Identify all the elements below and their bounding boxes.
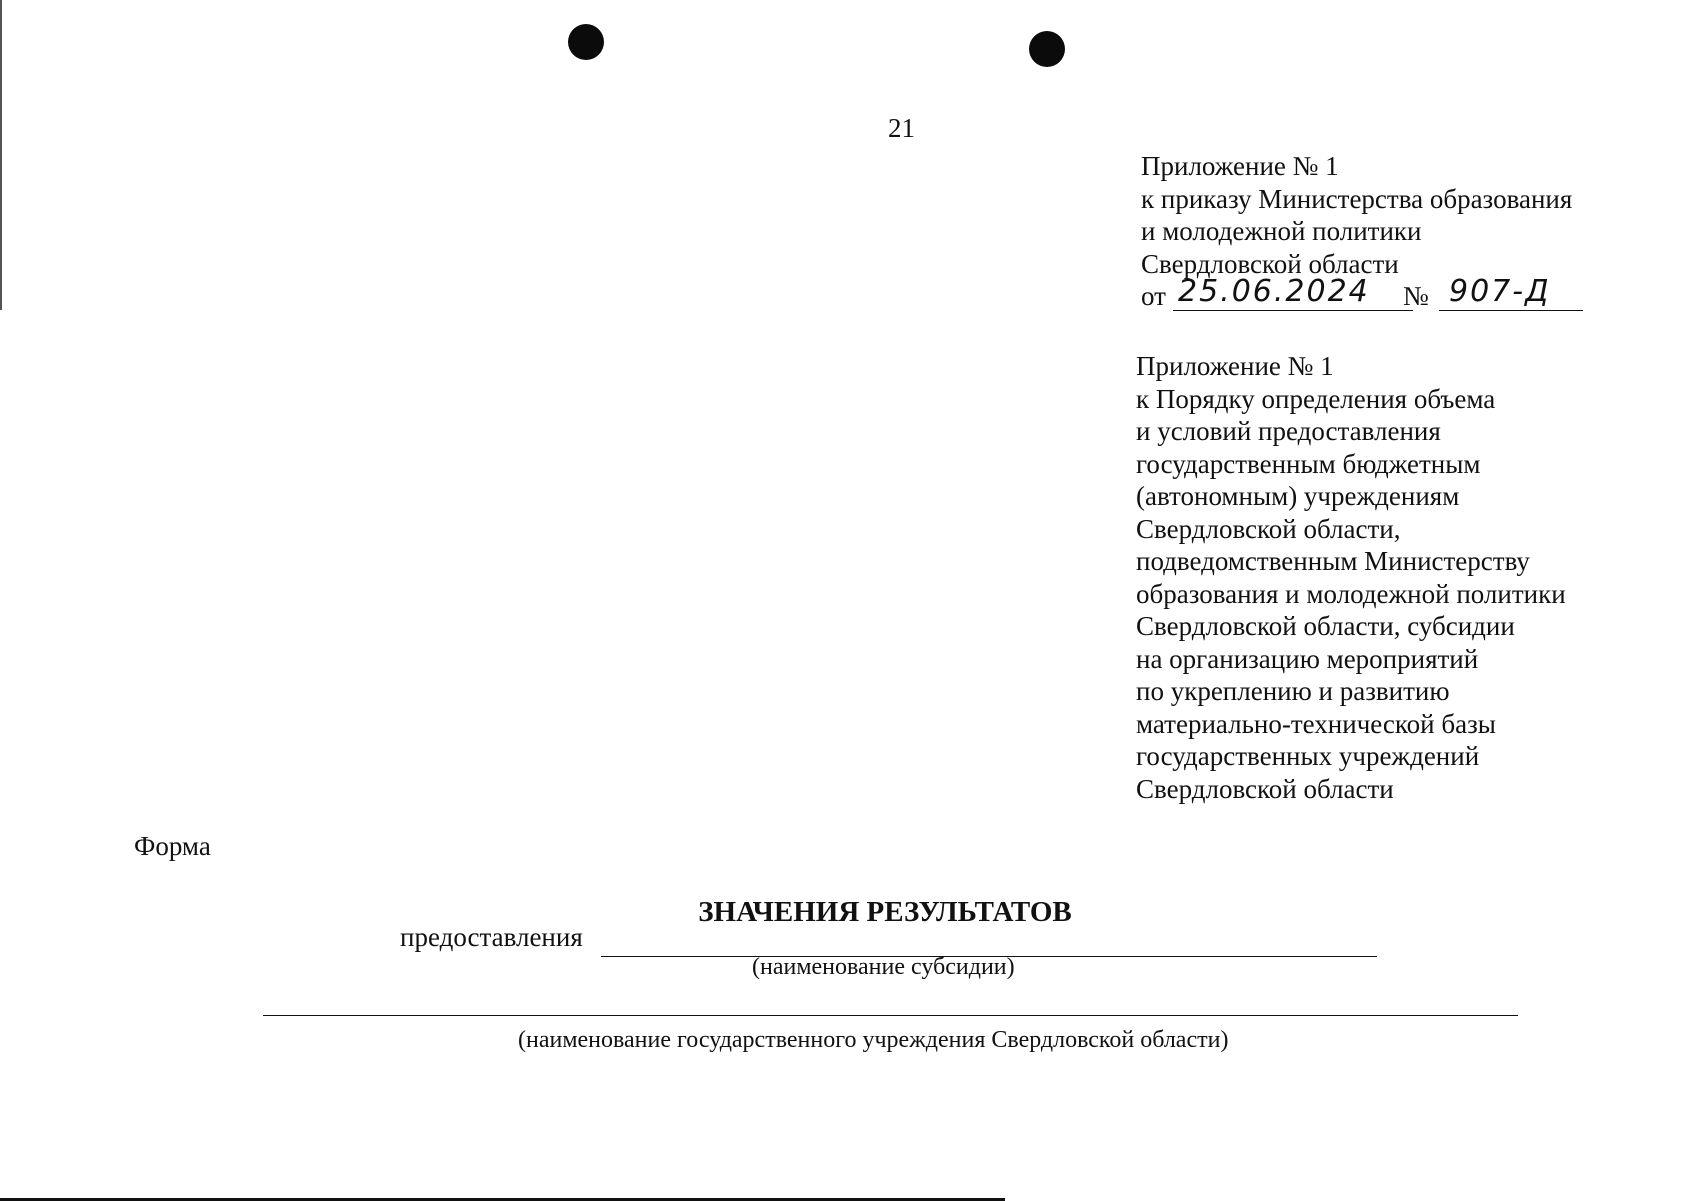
annex-order-date-row xyxy=(1141,274,1572,313)
annex-procedure-line: к Порядку определения объема xyxy=(1136,383,1496,414)
number-label: № xyxy=(1403,281,1429,311)
page-number: 21 xyxy=(888,113,915,143)
scan-edge-mark xyxy=(0,0,2,310)
annex-order-heading: Приложение № 1 xyxy=(1141,151,1339,181)
annex-procedure-line: государственным бюджетным xyxy=(1136,448,1481,479)
annex-procedure-heading: Приложение № 1 xyxy=(1136,351,1334,381)
punch-hole-left xyxy=(568,24,604,60)
annex-procedure-line: государственных учреждений xyxy=(1136,741,1480,771)
provision-label: предоставления xyxy=(400,922,583,952)
annex-procedure-line: Свердловской области xyxy=(1136,773,1394,804)
annex-order-block xyxy=(1141,150,1572,313)
annex-procedure-line: Свердловской области, субсидии xyxy=(1136,611,1515,641)
annex-procedure-line: (автономным) учреждениям xyxy=(1136,481,1460,511)
annex-procedure-block xyxy=(1136,350,1566,805)
annex-order-line: к приказу Министерства образования xyxy=(1141,183,1573,214)
number-underline xyxy=(1439,310,1583,311)
annex-procedure-line: материально-технической базы xyxy=(1136,708,1496,739)
date-handwritten: 25.06.2024 xyxy=(1178,274,1370,309)
subsidy-caption: (наименование субсидии) xyxy=(752,954,1015,980)
annex-procedure-line: и условий предоставления xyxy=(1136,416,1441,446)
annex-procedure-line: Свердловской области, xyxy=(1136,513,1401,544)
annex-procedure-line: по укреплению и развитию xyxy=(1136,676,1450,706)
institution-caption: (наименование государственного учреждения Свердловской области) xyxy=(518,1027,1229,1053)
annex-procedure-line: на организацию мероприятий xyxy=(1136,643,1479,674)
annex-procedure-line: подведомственным Министерству xyxy=(1136,546,1530,576)
number-handwritten: 907-Д xyxy=(1449,274,1551,309)
annex-procedure-line: образования и молодежной политики xyxy=(1136,578,1566,609)
institution-name-line xyxy=(263,1015,1518,1016)
punch-hole-right xyxy=(1029,31,1065,67)
annex-order-line: и молодежной политики xyxy=(1141,216,1422,246)
document-title: ЗНАЧЕНИЯ РЕЗУЛЬТАТОВ xyxy=(698,896,1072,928)
form-label: Форма xyxy=(134,831,211,861)
date-underline xyxy=(1173,310,1413,311)
annex-order-line: Свердловской области xyxy=(1141,248,1399,279)
date-label: от xyxy=(1141,281,1166,311)
